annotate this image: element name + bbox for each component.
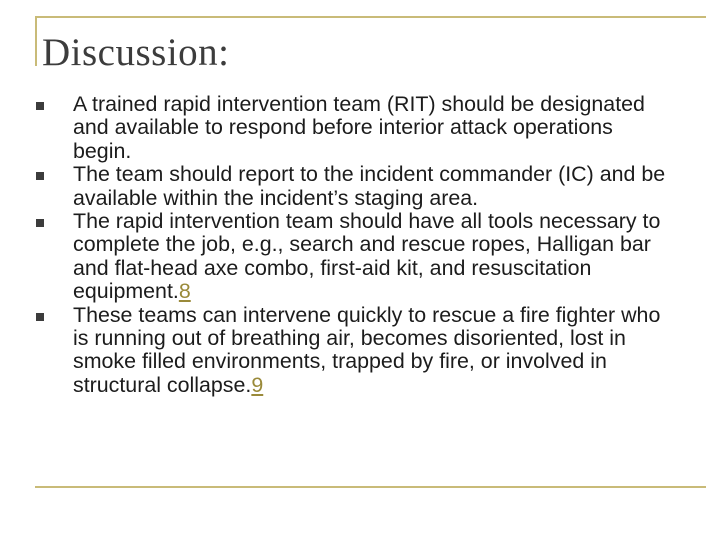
- square-bullet-icon: [36, 172, 44, 180]
- square-bullet-icon: [36, 102, 44, 110]
- bullet-item-2: [36, 163, 676, 210]
- reference-link-8[interactable]: 8: [178, 279, 191, 304]
- bullet-list: [36, 93, 676, 397]
- square-bullet-icon: [36, 219, 44, 227]
- reference-link-9[interactable]: 9: [251, 372, 264, 397]
- bullet-text: The team should report to the incident commander (IC) and be available within the incident’s staging area.: [73, 162, 666, 210]
- bullet-text: The rapid intervention team should have all tools necessary to complete the job, e.g., search and rescue ropes, Halligan bar and flat-head axe combo, first-aid kit, and resuscitation equipment.: [73, 209, 661, 304]
- bullet-text: A trained rapid intervention team (RIT) should be designated and available to respond before interior attack operations begin.: [73, 92, 645, 163]
- left-rule: [35, 16, 37, 66]
- square-bullet-icon: [36, 313, 44, 321]
- bottom-rule: [35, 486, 706, 488]
- bullet-text: These teams can intervene quickly to rescue a fire fighter who is running out of breathing air, becomes disoriented, lost in smoke filled environments, trapped by fire, or involved in structural collapse.: [73, 302, 661, 397]
- top-rule: [35, 16, 706, 18]
- slide-title: Discussion:: [42, 31, 230, 74]
- bullet-item-1: [36, 93, 676, 163]
- bullet-item-3: [36, 210, 676, 304]
- bullet-item-4: [36, 304, 676, 398]
